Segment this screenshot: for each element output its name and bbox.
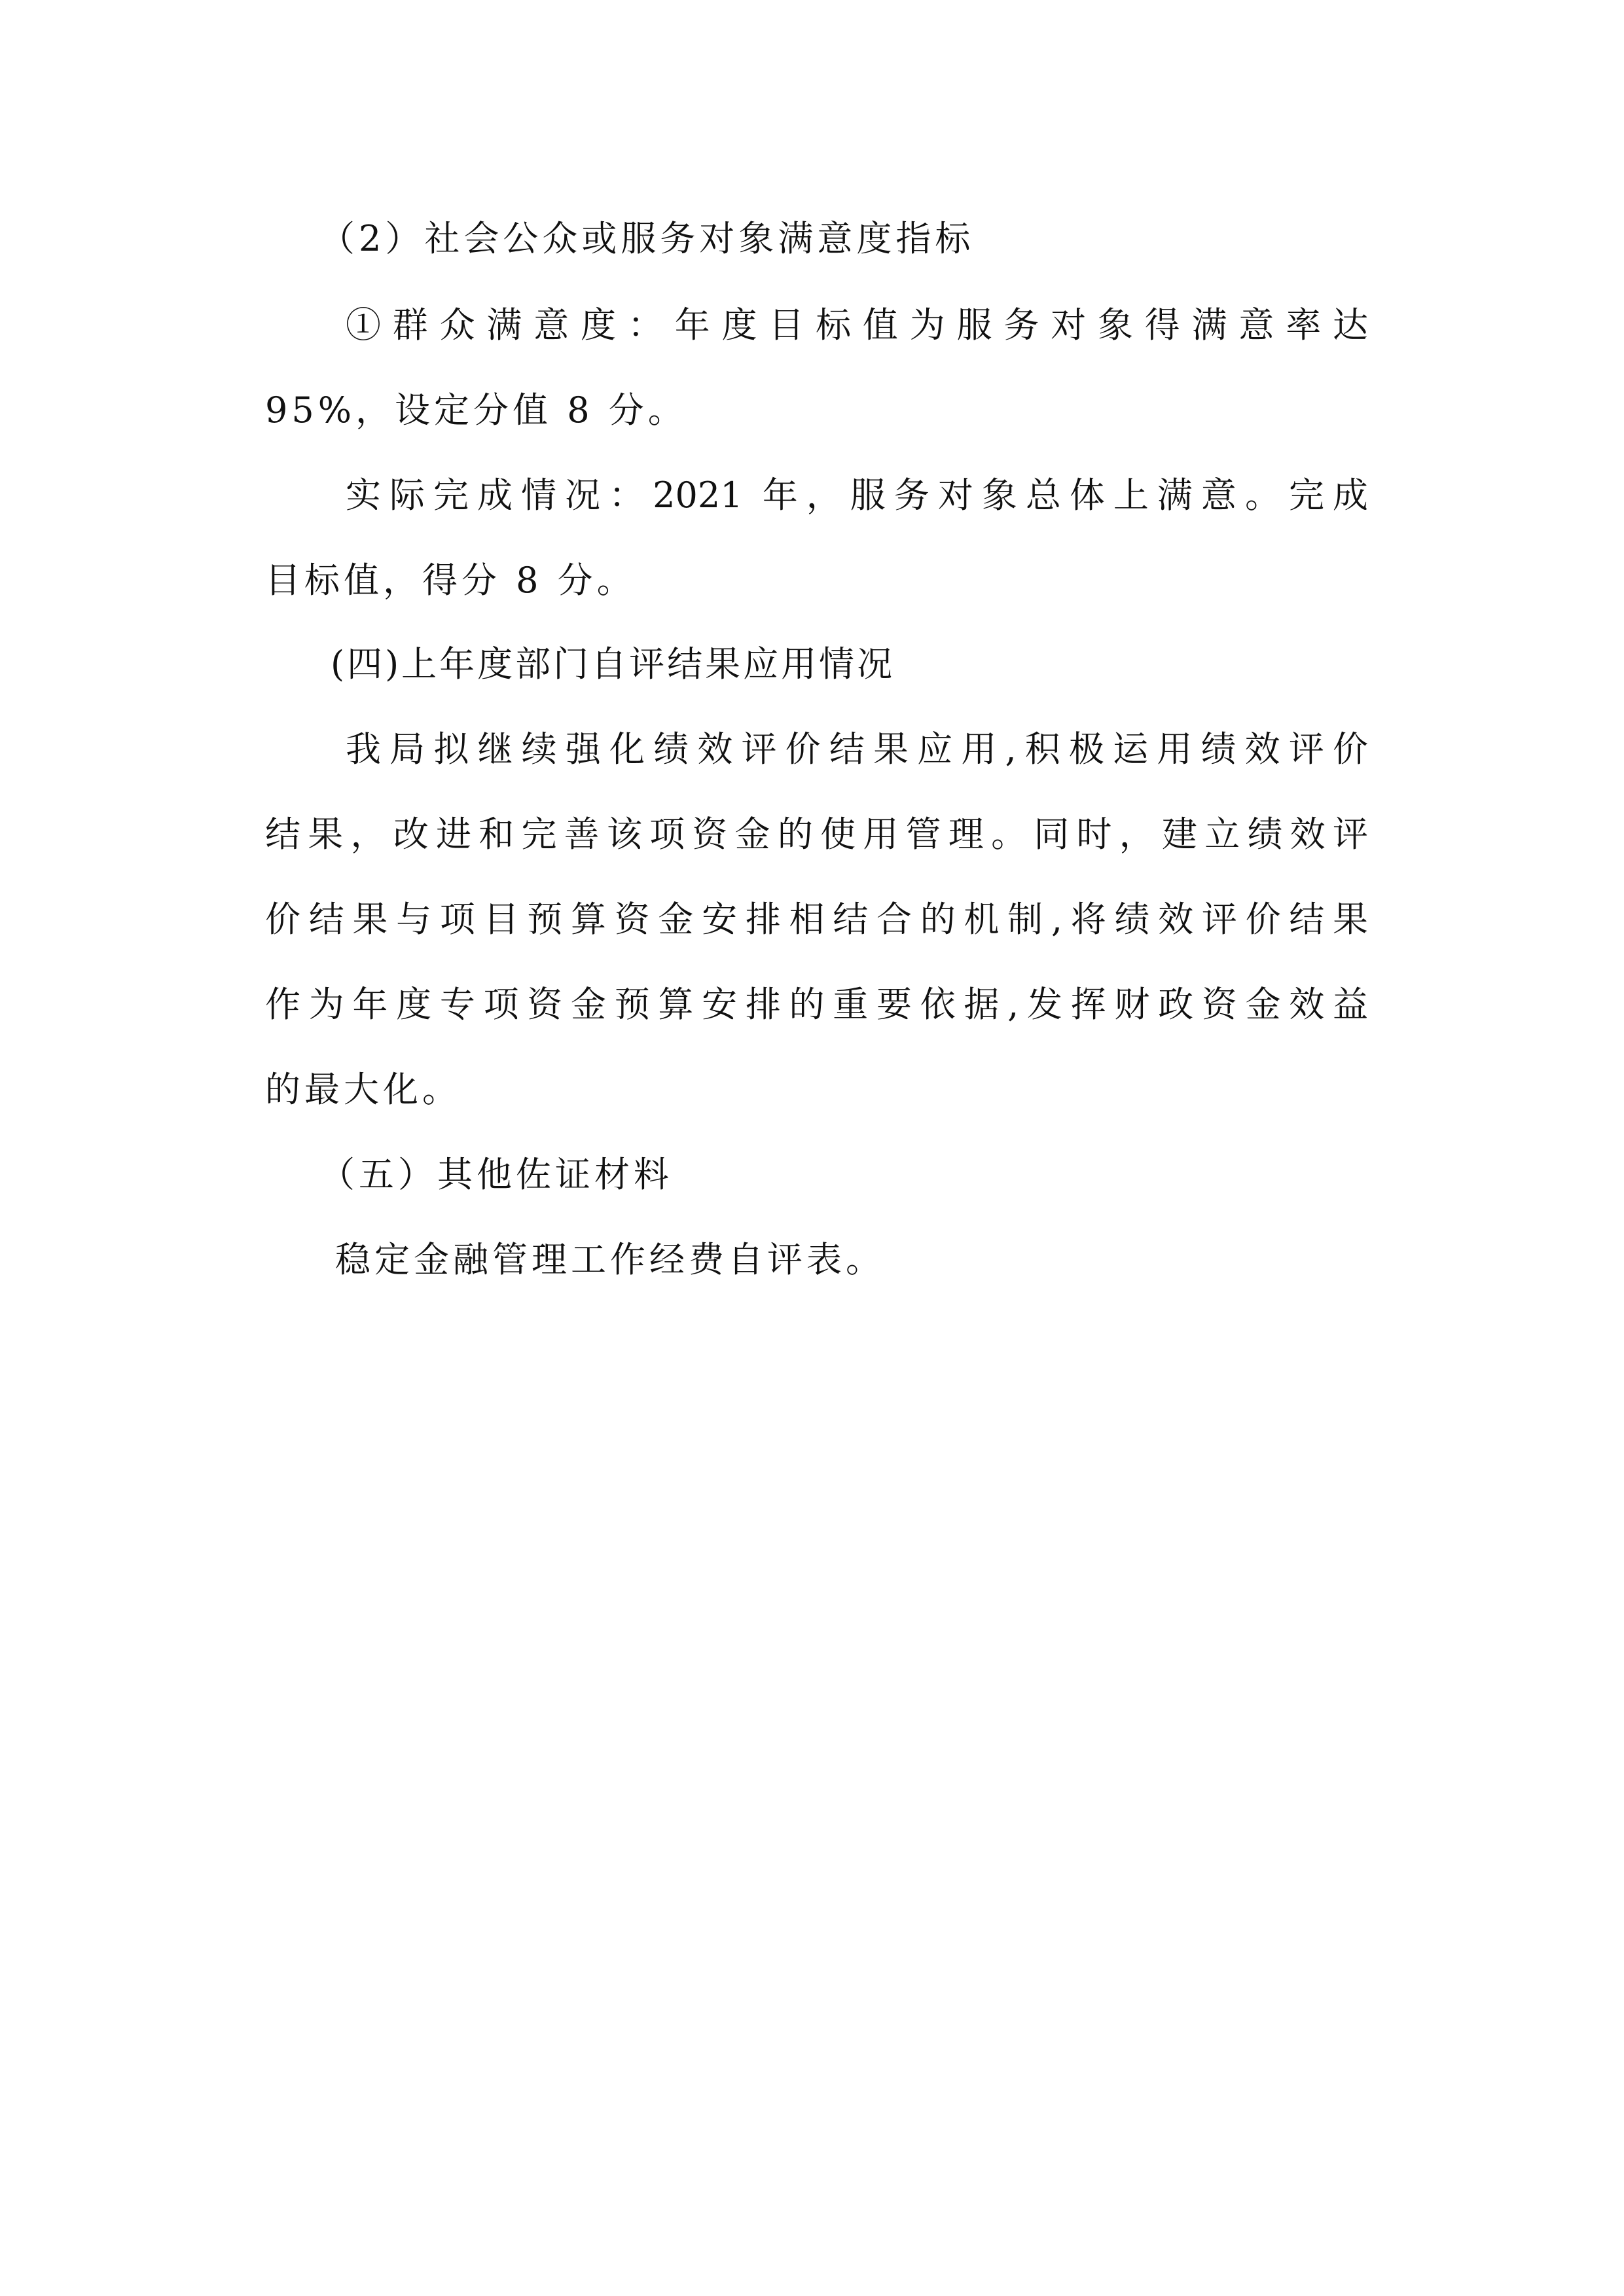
paragraph-line: 95%，设定分值 8 分。 [265, 389, 687, 431]
paragraph-line: 我局拟继续强化绩效评价结果应用,积极运用绩效评价 [346, 728, 1368, 770]
paragraph-line: 目标值，得分 8 分。 [265, 560, 636, 601]
paragraph-line: 作为年度专项资金预算安排的重要依据,发挥财政资金效益 [265, 984, 1368, 1025]
subheading-satisfaction-indicator: （2）社会公众或服务对象满意度指标 [319, 218, 975, 259]
paragraph-line: 结果，改进和完善该项资金的使用管理。同时，建立绩效评 [265, 814, 1368, 855]
paragraph-line: 价结果与项目预算资金安排相结合的机制,将绩效评价结果 [265, 899, 1368, 940]
paragraph-line: 稳定金融管理工作经费自评表。 [335, 1239, 885, 1280]
paragraph-line: 的最大化。 [265, 1069, 461, 1110]
paragraph-line: 实际完成情况：2021 年，服务对象总体上满意。完成 [346, 475, 1368, 516]
section-heading-five: （五）其他佐证材料 [319, 1154, 673, 1195]
section-heading-four: (四)上年度部门自评结果应用情况 [331, 643, 895, 685]
paragraph-line: ①群众满意度：年度目标值为服务对象得满意率达 [346, 304, 1368, 346]
